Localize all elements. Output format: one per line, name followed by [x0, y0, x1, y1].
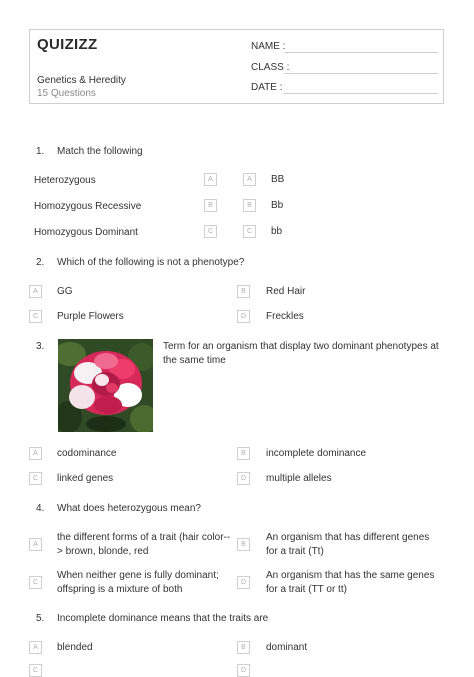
class-field[interactable]	[284, 73, 438, 74]
camellia-flower-image	[58, 339, 153, 432]
question-number: 1.	[36, 146, 45, 157]
option-letter-box[interactable]: A	[29, 641, 42, 654]
class-label: CLASS :	[251, 62, 290, 73]
option-text: dominant	[266, 642, 308, 653]
option-letter-box[interactable]: D	[237, 310, 250, 323]
question-count: 15 Questions	[37, 88, 96, 99]
match-left-item: Homozygous Dominant	[34, 227, 138, 238]
match-right-item: bb	[271, 226, 283, 237]
option-letter-box[interactable]: A	[29, 538, 42, 551]
option-text: Purple Flowers	[57, 311, 124, 322]
match-letter-box: B	[243, 199, 256, 212]
option-text: GG	[57, 286, 73, 297]
option-text: incomplete dominance	[266, 448, 367, 459]
match-letter-box[interactable]: A	[204, 173, 217, 186]
question-number: 2.	[36, 257, 45, 268]
option-text-line: An organism that has different genes	[266, 532, 430, 543]
option-text-line: When neither gene is fully dominant;	[57, 570, 219, 581]
match-right-item: Bb	[271, 200, 284, 211]
match-right-item: BB	[271, 174, 285, 185]
option-letter-box[interactable]: B	[237, 538, 250, 551]
option-text: multiple alleles	[266, 473, 332, 484]
option-letter-box[interactable]: B	[237, 285, 250, 298]
question-text: What does heterozygous mean?	[57, 503, 201, 514]
match-letter-box: C	[243, 225, 256, 238]
question-number: 3.	[36, 341, 45, 352]
option-text: blended	[57, 642, 93, 653]
option-text-line: > brown, blonde, red	[57, 546, 149, 557]
question-number: 5.	[36, 613, 45, 624]
option-letter-box[interactable]: D	[237, 576, 250, 589]
option-text-line: offspring is a mixture of both	[57, 584, 183, 595]
option-text-line: An organism that has the same genes	[266, 570, 435, 581]
question-text: Term for an organism that display two dominant phenotypes at	[163, 341, 439, 352]
option-text: Freckles	[266, 311, 304, 322]
question-number: 4.	[36, 503, 45, 514]
match-left-item: Heterozygous	[34, 175, 96, 186]
option-letter-box[interactable]: A	[29, 447, 42, 460]
option-letter-box[interactable]: C	[29, 576, 42, 589]
question-text: Incomplete dominance means that the traits are	[57, 613, 269, 624]
quizizz-logo: QUIZIZZ	[37, 36, 98, 53]
option-letter-box[interactable]: D	[237, 472, 250, 485]
match-left-item: Homozygous Recessive	[34, 201, 142, 212]
option-letter-box[interactable]: C	[29, 310, 42, 323]
option-letter-box[interactable]: A	[29, 285, 42, 298]
option-letter-box[interactable]: C	[29, 664, 42, 677]
option-text: codominance	[57, 448, 117, 459]
question-text: Which of the following is not a phenotype?	[57, 257, 245, 268]
option-text-line: for a trait (Tt)	[266, 546, 324, 557]
option-letter-box[interactable]: B	[237, 641, 250, 654]
date-field[interactable]	[284, 93, 438, 94]
worksheet-title: Genetics & Heredity	[37, 75, 126, 86]
option-text-line: the different forms of a trait (hair color--	[57, 532, 231, 543]
question-text: the same time	[163, 355, 226, 366]
match-letter-box: A	[243, 173, 256, 186]
option-letter-box[interactable]: B	[237, 447, 250, 460]
date-label: DATE :	[251, 82, 283, 93]
match-letter-box[interactable]: C	[204, 225, 217, 238]
option-text-line: for a trait (TT or tt)	[266, 584, 347, 595]
option-text: Red Hair	[266, 286, 306, 297]
match-letter-box[interactable]: B	[204, 199, 217, 212]
name-field[interactable]	[284, 52, 438, 53]
name-label: NAME :	[251, 41, 286, 52]
question-text: Match the following	[57, 146, 143, 157]
option-letter-box[interactable]: D	[237, 664, 250, 677]
option-letter-box[interactable]: C	[29, 472, 42, 485]
option-text: linked genes	[57, 473, 114, 484]
